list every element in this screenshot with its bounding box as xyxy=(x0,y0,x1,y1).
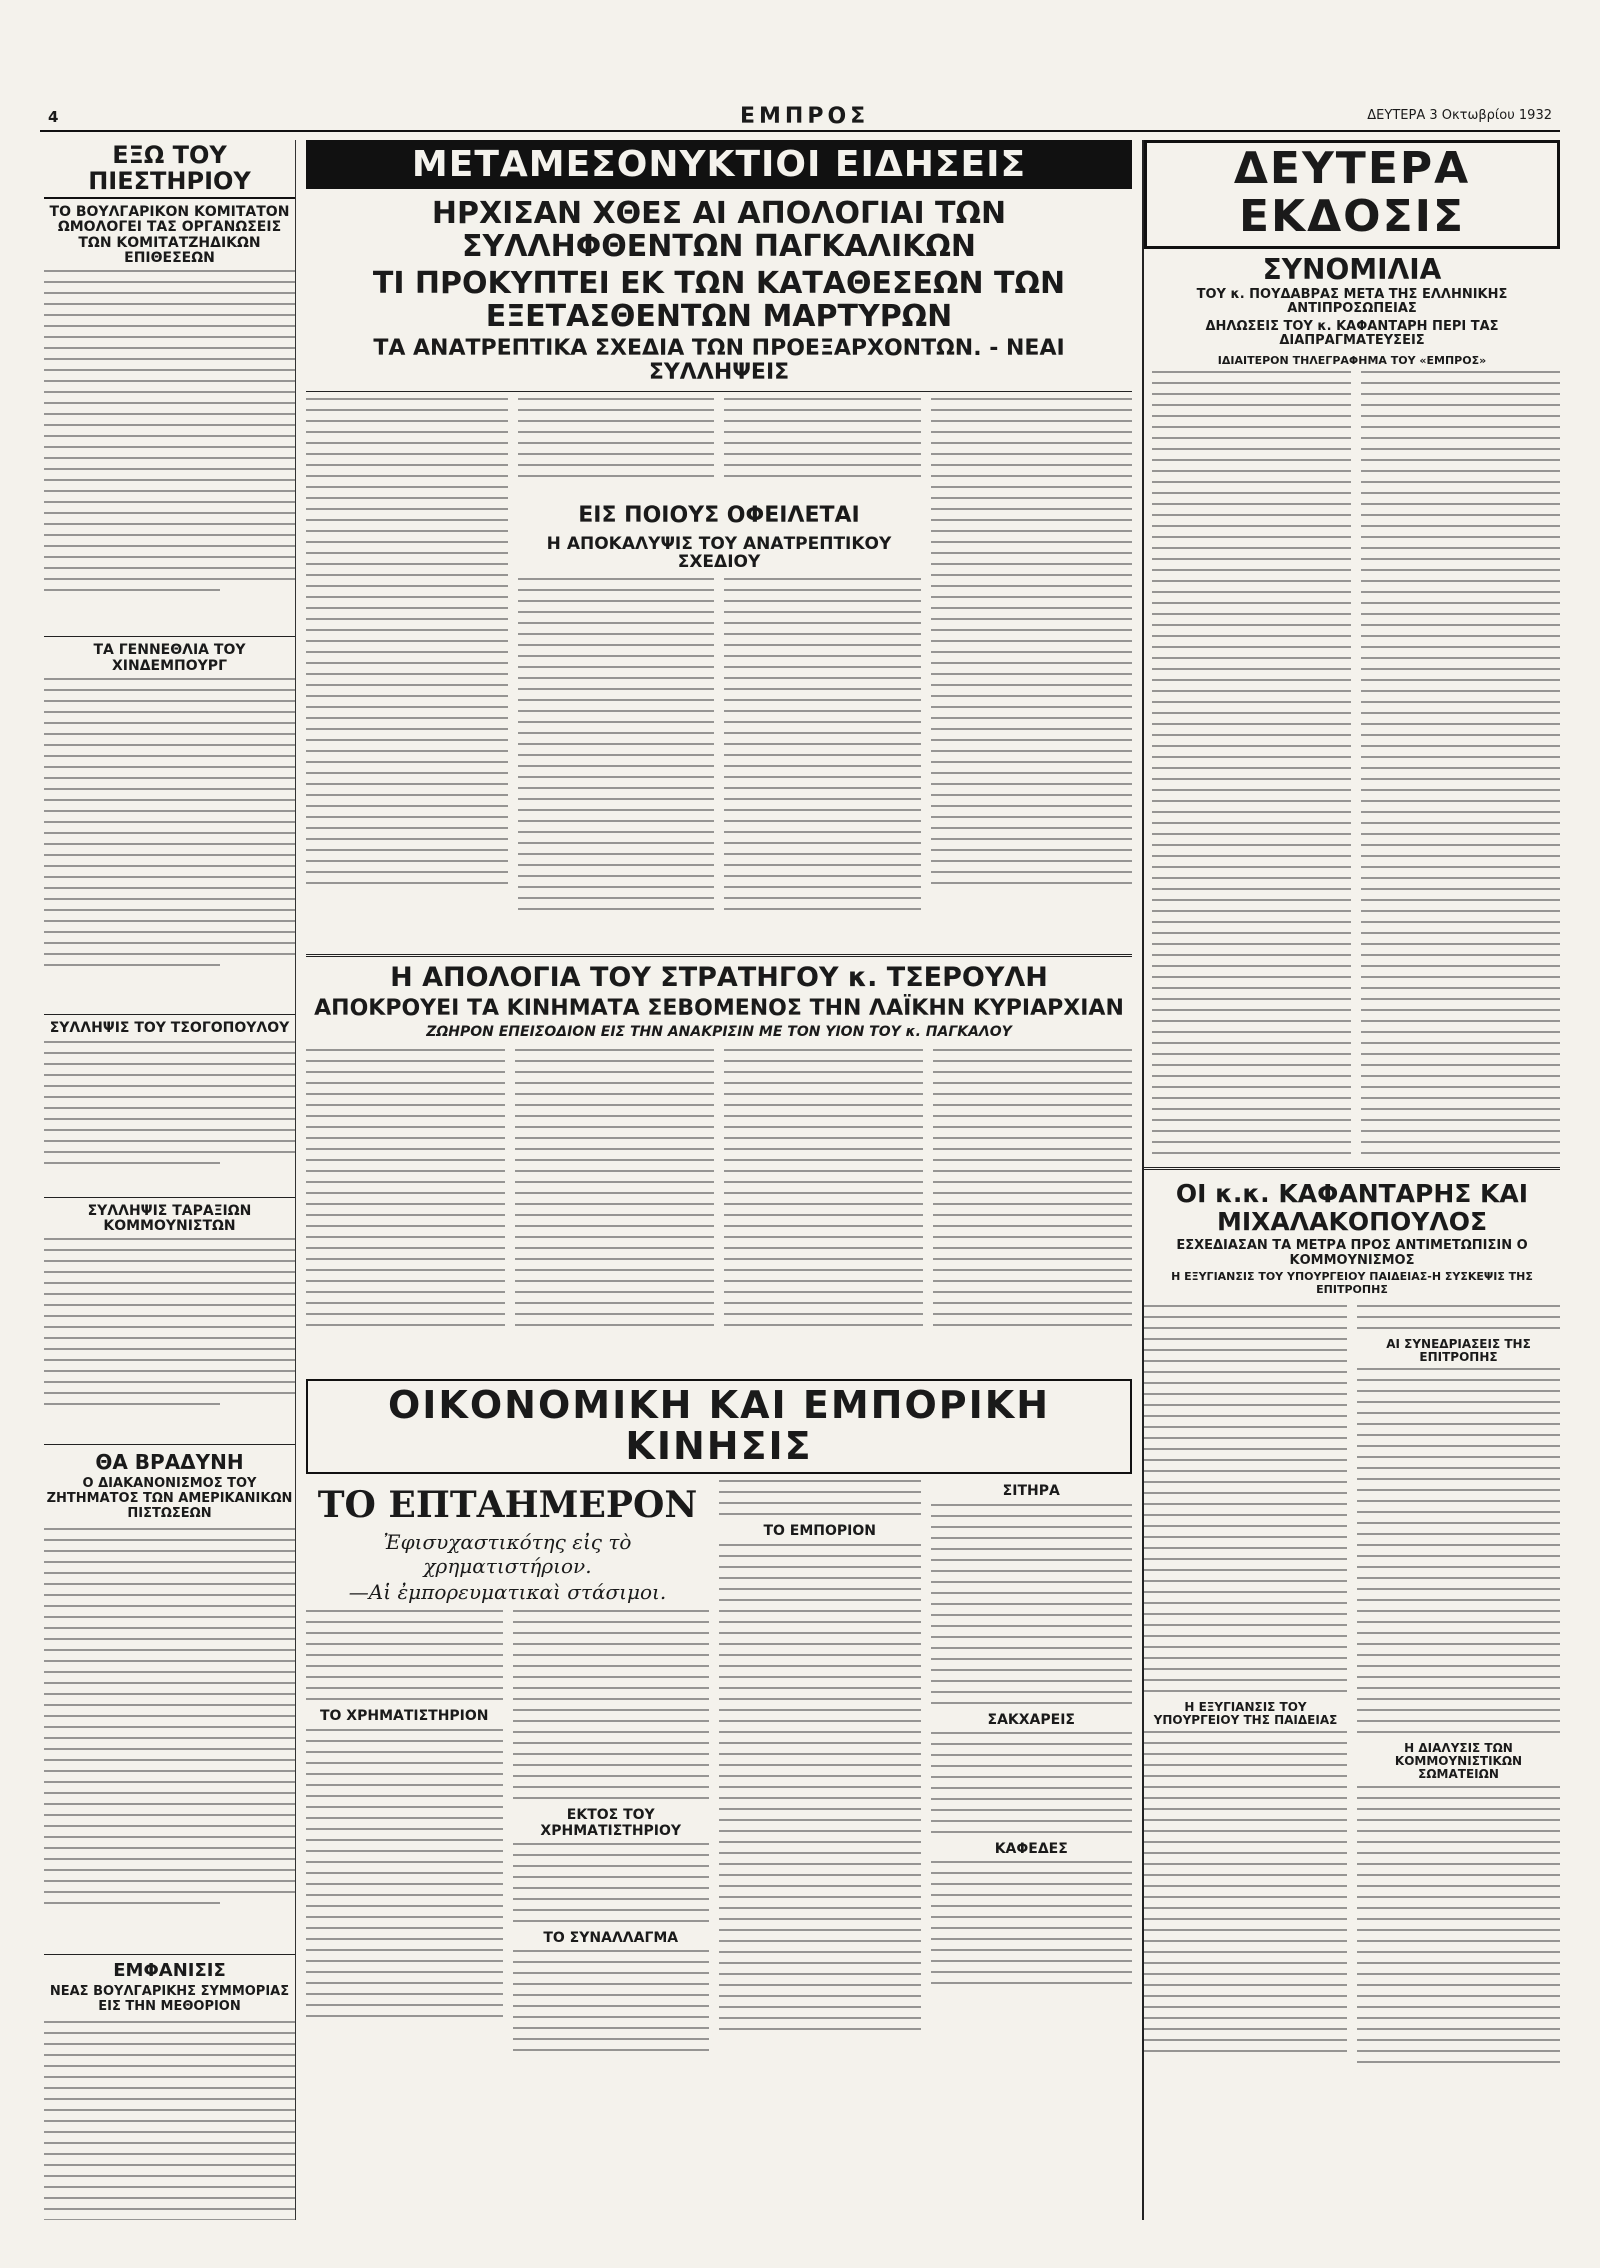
economy-subhead-1: Ἐφισυχαστικότης εἰς τὸ χρηματιστήριον. xyxy=(383,1530,632,1579)
mid-headline-4: Η ΑΠΟΛΟΓΙΑ ΤΟΥ ΣΤΡΑΤΗΓΟΥ κ. ΤΣΕΡΟΥΛΗ xyxy=(390,962,1048,994)
right-section-2: Η ΕΞΥΓΙΑΝΣΙΣ ΤΟΥ ΥΠΟΥΡΓΕΙΟΥ ΤΗΣ ΠΑΙΔΕΙΑΣ xyxy=(1153,1699,1338,1727)
economy-col-4 xyxy=(931,1480,1133,2100)
box-headline-2: Η ΑΠΟΚΑΛΥΨΙΣ ΤΟΥ ΑΝΑΤΡΕΠΤΙΚΟΥ ΣΧΕΔΙΟΥ xyxy=(546,533,892,573)
left-column xyxy=(44,140,296,2220)
economy-section-6: ΣΑΚΧΑΡΕΙΣ xyxy=(987,1711,1075,1728)
right-big-headline: ΟΙ κ.κ. ΚΑΦΑΝΤΑΡΗΣ ΚΑΙ ΜΙΧΑΛΑΚΟΠΟΥΛΟΣ xyxy=(1175,1179,1529,1236)
left-title: ΕΞΩ ΤΟΥ ΠΙΕΣΤΗΡΙΟΥ xyxy=(44,142,295,199)
left-headline-4: ΣΥΛΛΗΨΙΣ ΤΑΡΑΞΙΩΝ ΚΟΜΜΟΥΝΙΣΤΩΝ xyxy=(87,1202,252,1234)
mid-headline-3: ΤΑ ΑΝΑΤΡΕΠΤΙΚΑ ΣΧΕΔΙΑ ΤΩΝ ΠΡΟΕΞΑΡΧΟΝΤΩΝ. - ΝΕΑΙ ΣΥΛΛΗΨΕΙΣ xyxy=(373,336,1065,386)
economy-banner: ΟΙΚΟΝΟΜΙΚΗ ΚΑΙ ΕΜΠΟΡΙΚΗ ΚΙΝΗΣΙΣ xyxy=(306,1379,1132,1475)
left-article-2 xyxy=(44,678,295,1008)
economy-section-1: ΤΟ ΧΡΗΜΑΤΙΣΤΗΡΙΟΝ xyxy=(319,1708,489,1725)
late-news-banner: ΜΕΤΑΜΕΣΟΝΥΚΤΙΟΙ ΕΙΔΗΣΕΙΣ xyxy=(306,140,1132,189)
economy-section xyxy=(306,1480,1132,2100)
left-headline-5-sub: Ο ΔΙΑΚΑΝΟΝΙΣΜΟΣ ΤΟΥ ΖΗΤΗΜΑΤΟΣ ΤΩΝ ΑΜΕΡΙΚΑΝΙΚΩΝ ΠΙΣΤΩΣΕΩΝ xyxy=(46,1476,293,1522)
mid-article-columns-2 xyxy=(306,1049,1132,1369)
right-headline-3: ΔΗΛΩΣΕΙΣ ΤΟΥ κ. ΚΑΦΑΝΤΑΡΗ ΠΕΡΙ ΤΑΣ ΔΙΑΠΡΑΓΜΑΤΕΥΣΕΙΣ xyxy=(1205,319,1499,349)
left-article-4 xyxy=(44,1238,295,1438)
mid-headline-5: ΑΠΟΚΡΟΥΕΙ ΤΑ ΚΙΝΗΜΑΤΑ ΣΕΒΟΜΕΝΟΣ ΤΗΝ ΛΑΪΚΗΝ ΚΥΡΙΑΡΧΙΑΝ xyxy=(314,996,1124,1022)
middle-column xyxy=(306,140,1132,2220)
paper-name: ΕΜΠΡΟΣ xyxy=(740,104,870,129)
mid-col-1 xyxy=(306,398,508,948)
left-headline-6: ΕΜΦΑΝΙΣΙΣ xyxy=(113,1960,226,1982)
left-article-6 xyxy=(44,2021,295,2220)
right-section-3: Η ΔΙΑΛΥΣΙΣ ΤΩΝ ΚΟΜΜΟΥΝΙΣΤΙΚΩΝ ΣΩΜΑΤΕΙΩΝ xyxy=(1394,1740,1523,1782)
right-headline-2: ΤΟΥ κ. ΠΟΥΔΑΒΡΑΣ ΜΕΤΑ ΤΗΣ ΕΛΛΗΝΙΚΗΣ ΑΝΤΙΠΡΟΣΩΠΕΙΑΣ xyxy=(1196,286,1508,316)
right-big-sub-1: ΕΣΧΕΔΙΑΣΑΝ ΤΑ ΜΕΤΡΑ ΠΡΟΣ ΑΝΤΙΜΕΤΩΠΙΣΙΝ Ο ΚΟΜΜΟΥΝΙΣΜΟΣ xyxy=(1176,1238,1528,1269)
left-headline-5: ΘΑ ΒΡΑΔΥΝΗ xyxy=(95,1450,244,1475)
box-headline-1: ΕΙΣ ΠΟΙΟΥΣ ΟΦΕΙΛΕΤΑΙ xyxy=(578,503,860,529)
economy-col-3 xyxy=(719,1480,921,2100)
right-article-1 xyxy=(1144,371,1560,1161)
left-headline-3: ΣΥΛΛΗΨΙΣ ΤΟΥ ΤΣΟΓΟΠΟΥΛΟΥ xyxy=(49,1020,290,1037)
left-headline-1: ΤΟ ΒΟΥΛΓΑΡΙΚΟΝ ΚΟΜΙΤΑΤΟΝ ΩΜΟΛΟΓΕΙ ΤΑΣ ΟΡΓΑΝΩΣΕΙΣ ΤΩΝ ΚΟΜΙΤΑΤΖΗΔΙΚΩΝ ΕΠΙΘΕΣΕΩΝ xyxy=(49,203,290,266)
mid-col-4 xyxy=(931,398,1133,948)
masthead xyxy=(40,104,1560,132)
mid-headline-6: ΖΩΗΡΟΝ ΕΠΕΙΣΟΔΙΟΝ ΕΙΣ ΤΗΝ ΑΝΑΚΡΙΣΙΝ ΜΕ ΤΟΝ ΥΙΟΝ ΤΟΥ κ. ΠΑΓΚΑΛΟΥ xyxy=(426,1024,1012,1041)
left-headline-2: ΤΑ ΓΕΝΝΕΘΛΙΑ ΤΟΥ ΧΙΝΔΕΜΠΟΥΡΓ xyxy=(93,642,246,674)
economy-main xyxy=(306,1480,709,2100)
right-article-2 xyxy=(1144,1305,1560,2105)
economy-section-2: ΕΚΤΟΣ ΤΟΥ ΧΡΗΜΑΤΙΣΤΗΡΙΟΥ xyxy=(540,1807,682,1839)
economy-section-4: ΤΟ ΕΜΠΟΡΙΟΝ xyxy=(763,1523,877,1540)
left-headline-6-sub: ΝΕΑΣ ΒΟΥΛΓΑΡΙΚΗΣ ΣΥΜΜΟΡΙΑΣ ΕΙΣ ΤΗΝ ΜΕΘΟΡΙΟΝ xyxy=(49,1983,290,2014)
right-headline-1: ΣΥΝΟΜΙΛΙΑ xyxy=(1262,252,1442,286)
mid-headline-1: ΗΡΧΙΣΑΝ ΧΘΕΣ ΑΙ ΑΠΟΛΟΓΙΑΙ ΤΩΝ ΣΥΛΛΗΦΘΕΝΤΩΝ ΠΑΓΚΑΛΙΚΩΝ xyxy=(431,196,1007,264)
economy-section-7: ΚΑΦΕΔΕΣ xyxy=(994,1841,1068,1858)
mid-headline-2: ΤΙ ΠΡΟΚΥΠΤΕΙ ΕΚ ΤΩΝ ΚΑΤΑΘΕΣΕΩΝ ΤΩΝ ΕΞΕΤΑΣΘΕΝΤΩΝ ΜΑΡΤΥΡΩΝ xyxy=(372,266,1066,334)
left-article-1 xyxy=(44,270,295,630)
issue-date: ΔΕΥΤΕΡΑ 3 Οκτωβρίου 1932 xyxy=(1367,108,1552,123)
right-column xyxy=(1142,140,1560,2220)
left-article-3 xyxy=(44,1041,295,1191)
mid-col-2-3 xyxy=(518,398,921,948)
right-section-1: ΑΙ ΣΥΝΕΔΡΙΑΣΕΙΣ ΤΗΣ ΕΠΙΤΡΟΠΗΣ xyxy=(1386,1336,1531,1364)
page-number: 4 xyxy=(48,108,59,126)
right-big-sub-2: Η ΕΞΥΓΙΑΝΣΙΣ ΤΟΥ ΥΠΟΥΡΓΕΙΟΥ ΠΑΙΔΕΙΑΣ-Η ΣΥΣΚΕΨΙΣ ΤΗΣ ΕΠΙΤΡΟΠΗΣ xyxy=(1171,1270,1533,1296)
second-edition-banner: ΔΕΥΤΕΡΑ ΕΚΔΟΣΙΣ xyxy=(1144,140,1560,249)
economy-section-3: ΤΟ ΣΥΝΑΛΛΑΓΜΑ xyxy=(543,1930,679,1947)
economy-section-5: ΣΙΤΗΡΑ xyxy=(1002,1483,1060,1500)
left-article-5 xyxy=(44,1528,295,1948)
economy-subhead-2: —Αἱ ἐμπορευματικαὶ στάσιμοι. xyxy=(348,1580,667,1605)
right-dateline: ΙΔΙΑΙΤΕΡΟΝ ΤΗΛΕΓΡΑΦΗΜΑ ΤΟΥ «ΕΜΠΡΟΣ» xyxy=(1217,353,1487,367)
mid-article-columns xyxy=(306,398,1132,948)
economy-headline: ΤΟ ΕΠΤΑΗΜΕΡΟΝ xyxy=(317,1484,698,1527)
